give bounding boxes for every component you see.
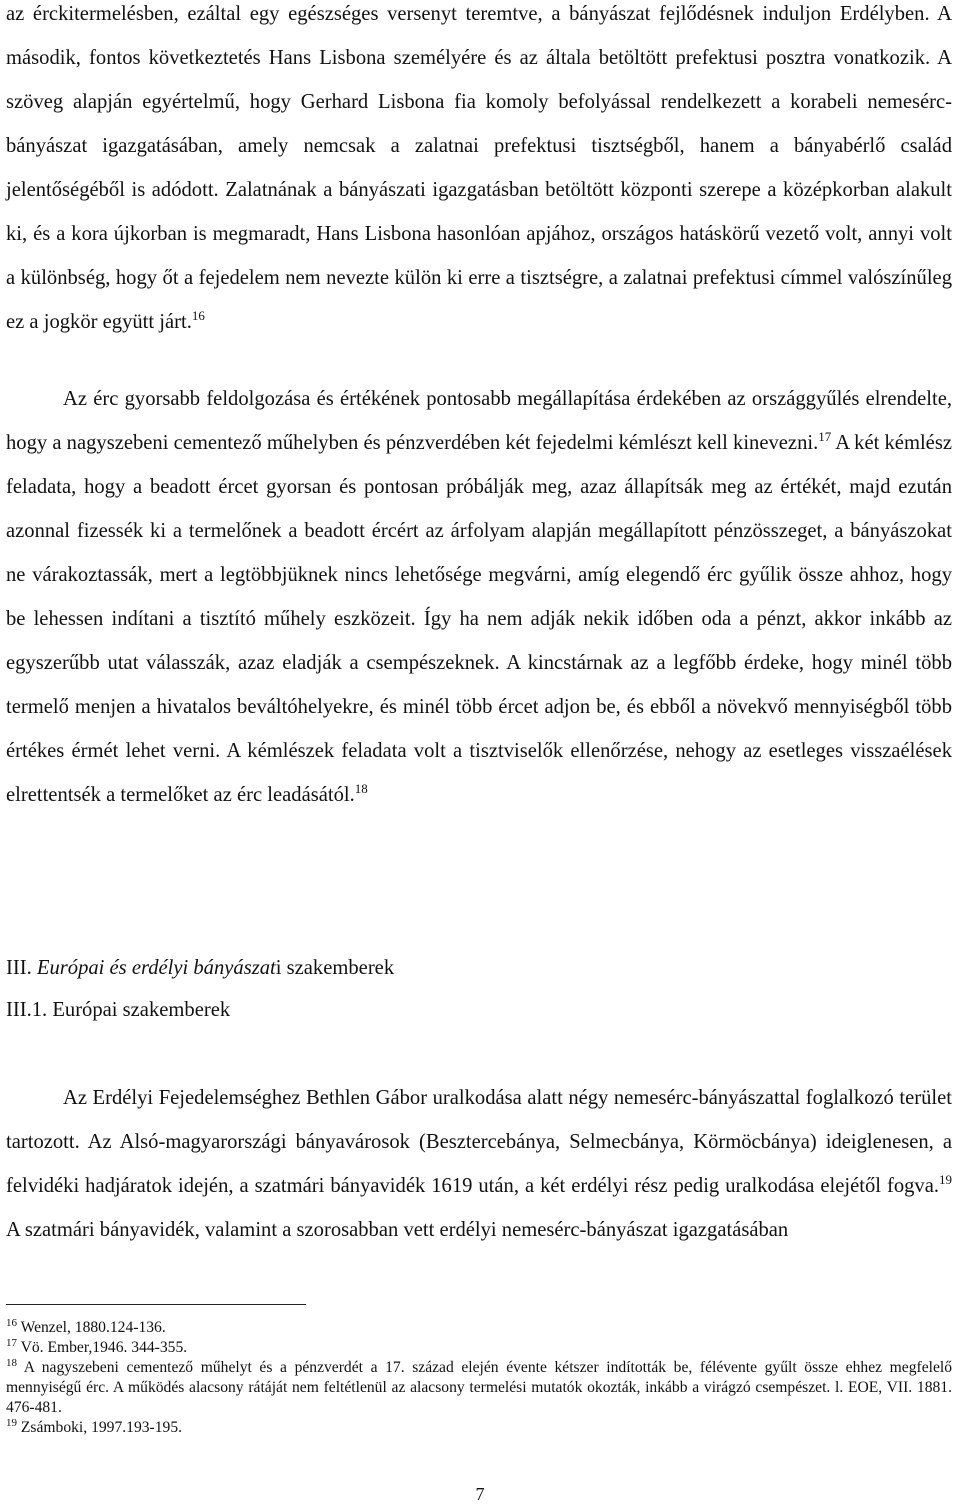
footnote-18 [6,1358,952,1418]
subsection-heading: III.1. Európai szakemberek [6,999,231,1021]
footnote-text: Zsámboki, 1997.193-195. [17,1419,183,1436]
footnote-number: 18 [6,1356,17,1369]
footnote-ref-16[interactable]: 16 [191,308,205,324]
footnote-number: 16 [6,1316,17,1329]
paragraph-lisbona [6,0,952,344]
paragraph-text: A szatmári bányavidék, valamint a szorosabban vett erdélyi nemesérc-bányászat igazgatásában [6,1219,789,1241]
footnote-text: Vö. Ember,1946. 344-355. [17,1339,188,1356]
paragraph-kemlesz [6,377,952,817]
section-title-italic: Európai és erdélyi bányászat [36,957,276,979]
paragraph-text: Az érc gyorsabb feldolgozása és értékének pontosabb megállapítása érdekében az országgyűlés elrendelte, hogy a nagyszebeni cementező műhelyben és pénzverdében két fejedelmi kémlészt kell kinevezni. [6,388,952,454]
footnote-ref-19[interactable]: 19 [939,1172,952,1188]
paragraph-text: Az Erdélyi Fejedelemséghez Bethlen Gábor uralkodása alatt négy nemesérc-bányászattal foglalkozó terület tartozott. Az Alsó-magyarországi bányavárosok (Besztercebánya, Selmecbánya, Körmöcbánya) ideiglenesen, a felvidéki hadjáratok idején, a szatmári bányavidék 1619 után, a két erdélyi rész pedig uralkodása elejétől fogva. [6,1087,952,1197]
footnote-divider [6,1304,306,1305]
footnote-number: 19 [6,1416,17,1429]
footnotes [6,1318,952,1438]
footnote-16 [6,1318,952,1338]
page-number: 7 [475,1484,485,1504]
paragraph-text: A két kémlész feladata, hogy a beadott ércet gyorsan és pontosan próbálják meg, azaz állapítsák meg az értékét, majd ezután azonnal fizessék ki a termelőnek a beadott ércért az árfolyam alapján megállapított pénzösszeget, a bányászokat ne várakoztassák, mert a legtöbbjüknek nincs lehetősége megvárni, amíg elegendő érc gyűlik össze ahhoz, hogy be lehessen indítani a tisztító műhely eszközeit. Így ha nem adják nekik időben oda a pénzt, akkor inkább az egyszerűbb utat válasszák, azaz eladják a csempészeknek. A kincstárnak az a legfőbb érdeke, hogy minél több termelő menjen a hivatalos beváltóhelyekre, és minél több ércet adjon be, és ebből a növekvő mennyiségből több értékes érmét lehet verni. A kémlészek feladata volt a tisztviselők ellenőrzése, nehogy az esetleges visszaélések elrettentsék a termelőket az érc leadásától. [6,432,952,806]
footnote-text: Wenzel, 1880.124-136. [17,1319,166,1336]
footnote-17 [6,1338,952,1358]
section-title-rest: i szakemberek [275,957,395,979]
footnote-19 [6,1418,952,1438]
footnote-number: 17 [6,1336,17,1349]
section-number: III. [6,957,37,979]
paragraph-fejedelemseg [6,1076,952,1252]
footnote-ref-18[interactable]: 18 [354,781,368,797]
section-heading [6,954,394,982]
footnote-ref-17[interactable]: 17 [818,429,832,445]
footnote-text: A nagyszebeni cementező műhelyt és a pénzverdét a 17. század elején évente kétszer indították be, félévente gyűlt össze ehhez megfelelő mennyiségű érc. A működés alacsony rátáját nem feltétlenül az alacsony termelési mutatók okozták, inkább a virágzó csempészet. l. EOE, VII. 1881. 476-481. [6,1359,952,1416]
paragraph-text: az érckitermelésben, ezáltal egy egészséges versenyt teremtve, a bányászat fejlődésnek induljon Erdélyben. A második, fontos következtetés Hans Lisbona személyére és az általa betöltött prefektusi posztra vonatkozik. A szöveg alapján egyértelmű, hogy Gerhard Lisbona fia komoly befolyással rendelkezett a korabeli nemesérc-bányászat igazgatásában, amely nemcsak a zalatnai prefektusi tisztségből, hanem a bányabérlő család jelentőségéből is adódott. Zalatnának a bányászati igazgatásban betöltött központi szerepe a középkorban alakult ki, és a kora újkorban is megmaradt, Hans Lisbona hasonlóan apjához, országos hatáskörű vezető volt, annyi volt a különbség, hogy őt a fejedelem nem nevezte külön ki erre a tisztségre, a zalatnai prefektusi címmel valószínűleg ez a jogkör együtt járt. [6,3,952,333]
